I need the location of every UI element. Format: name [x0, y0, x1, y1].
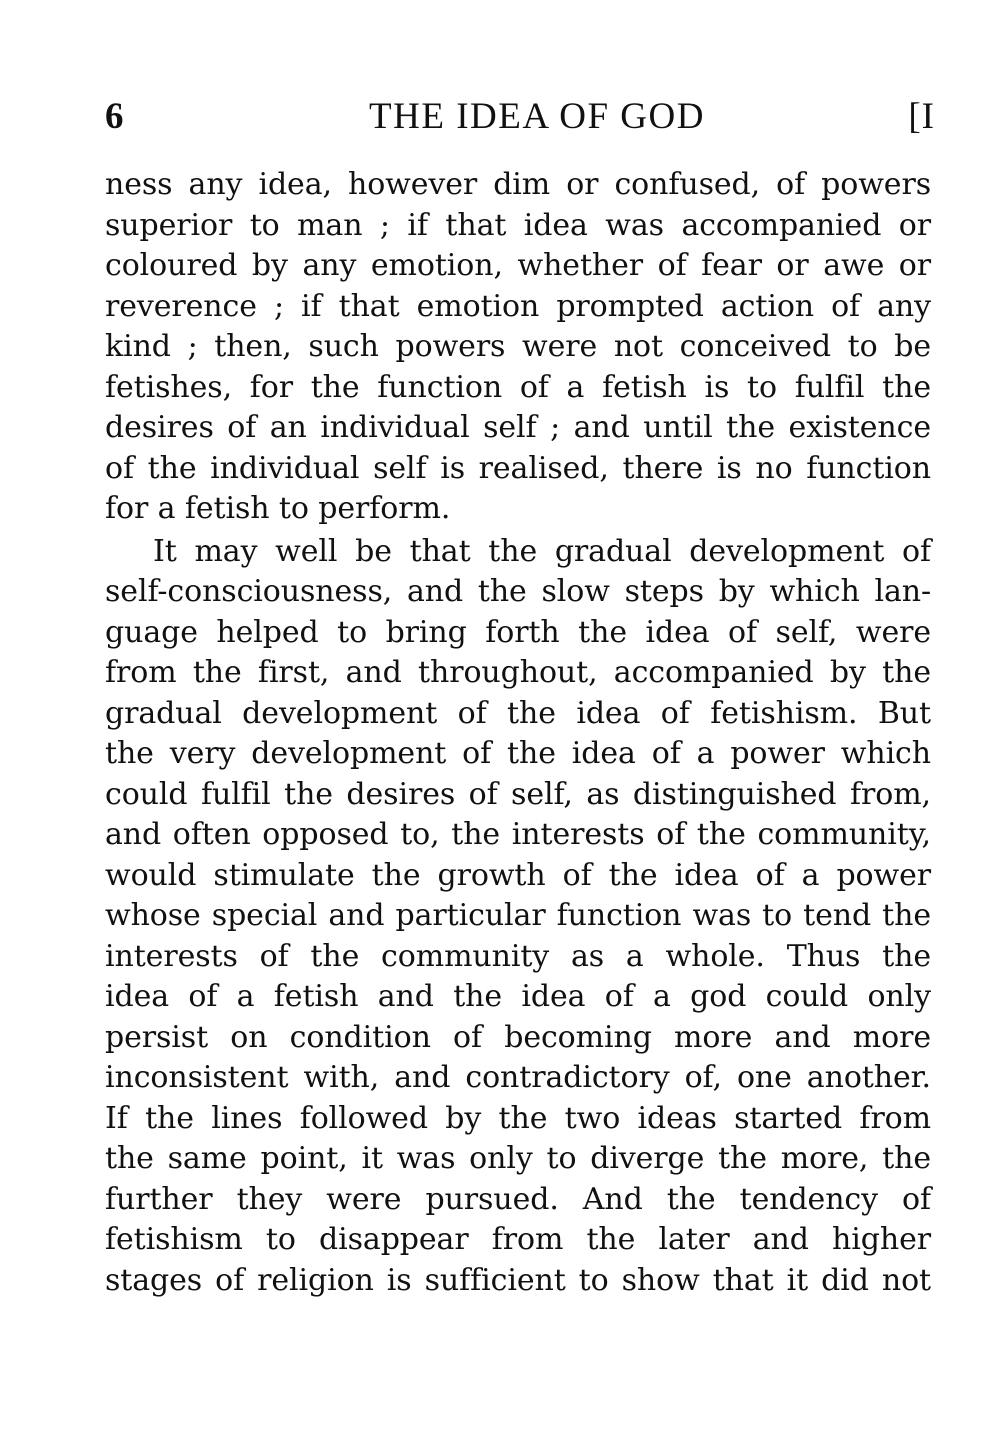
- text-line: persist on condition of becoming more and more: [105, 1019, 931, 1055]
- text-line: would stimulate the growth of the idea of a power: [105, 857, 931, 893]
- page-number: 6: [105, 96, 125, 137]
- text-line: kind ; then, such powers were not conceived to be: [105, 329, 931, 364]
- text-line: whose special and particular function was to tend the: [105, 898, 931, 933]
- text-line: the very development of the idea of a power which: [105, 736, 931, 771]
- text-line: If the lines followed by the two ideas started from: [105, 1100, 931, 1136]
- text-line: guage helped to bring forth the idea of self, were: [105, 614, 931, 650]
- text-line: interests of the community as a whole. Thus the: [105, 938, 931, 974]
- text-line: the same point, it was only to diverge the more, the: [105, 1141, 931, 1176]
- body-text: [105, 165, 931, 1301]
- text-line: fetishism to disappear from the later and higher: [105, 1222, 931, 1257]
- text-line: from the first, and throughout, accompanied by the: [105, 655, 931, 690]
- paragraph-2: [105, 532, 931, 1302]
- text-line: and often opposed to, the interests of the community,: [105, 817, 931, 852]
- running-title: THE IDEA OF GOD: [369, 96, 705, 137]
- text-line: could fulfil the desires of self, as distinguished from,: [105, 776, 931, 812]
- text-line: ness any idea, however dim or confused, of powers: [105, 167, 931, 202]
- text-line: reverence ; if that emotion prompted action of any: [105, 288, 931, 324]
- text-line: gradual development of the idea of fetishism. But: [105, 695, 931, 731]
- text-line: fetishes, for the function of a fetish is to fulfil the: [105, 369, 931, 405]
- running-head: [105, 92, 935, 142]
- text-line: stages of religion is sufficient to show that it did not: [105, 1262, 931, 1298]
- text-line: desires of an individual self ; and until the existence: [105, 410, 931, 445]
- text-line: It may well be that the gradual development of: [153, 533, 931, 569]
- text-line: of the individual self is realised, there is no function: [105, 450, 931, 486]
- text-line: for a fetish to perform.: [105, 491, 451, 526]
- text-line: inconsistent with, and contradictory of, one another.: [105, 1060, 931, 1095]
- text-line: self-consciousness, and the slow steps by which lan-: [105, 574, 931, 609]
- text-line: superior to man ; if that idea was accompanied or: [105, 207, 931, 243]
- text-line: coloured by any emotion, whether of fear or awe or: [105, 248, 931, 283]
- paragraph-1: [105, 165, 931, 530]
- chapter-marker: [I: [908, 96, 935, 137]
- text-line: idea of a fetish and the idea of a god could only: [105, 979, 931, 1014]
- text-line: further they were pursued. And the tendency of: [105, 1181, 931, 1217]
